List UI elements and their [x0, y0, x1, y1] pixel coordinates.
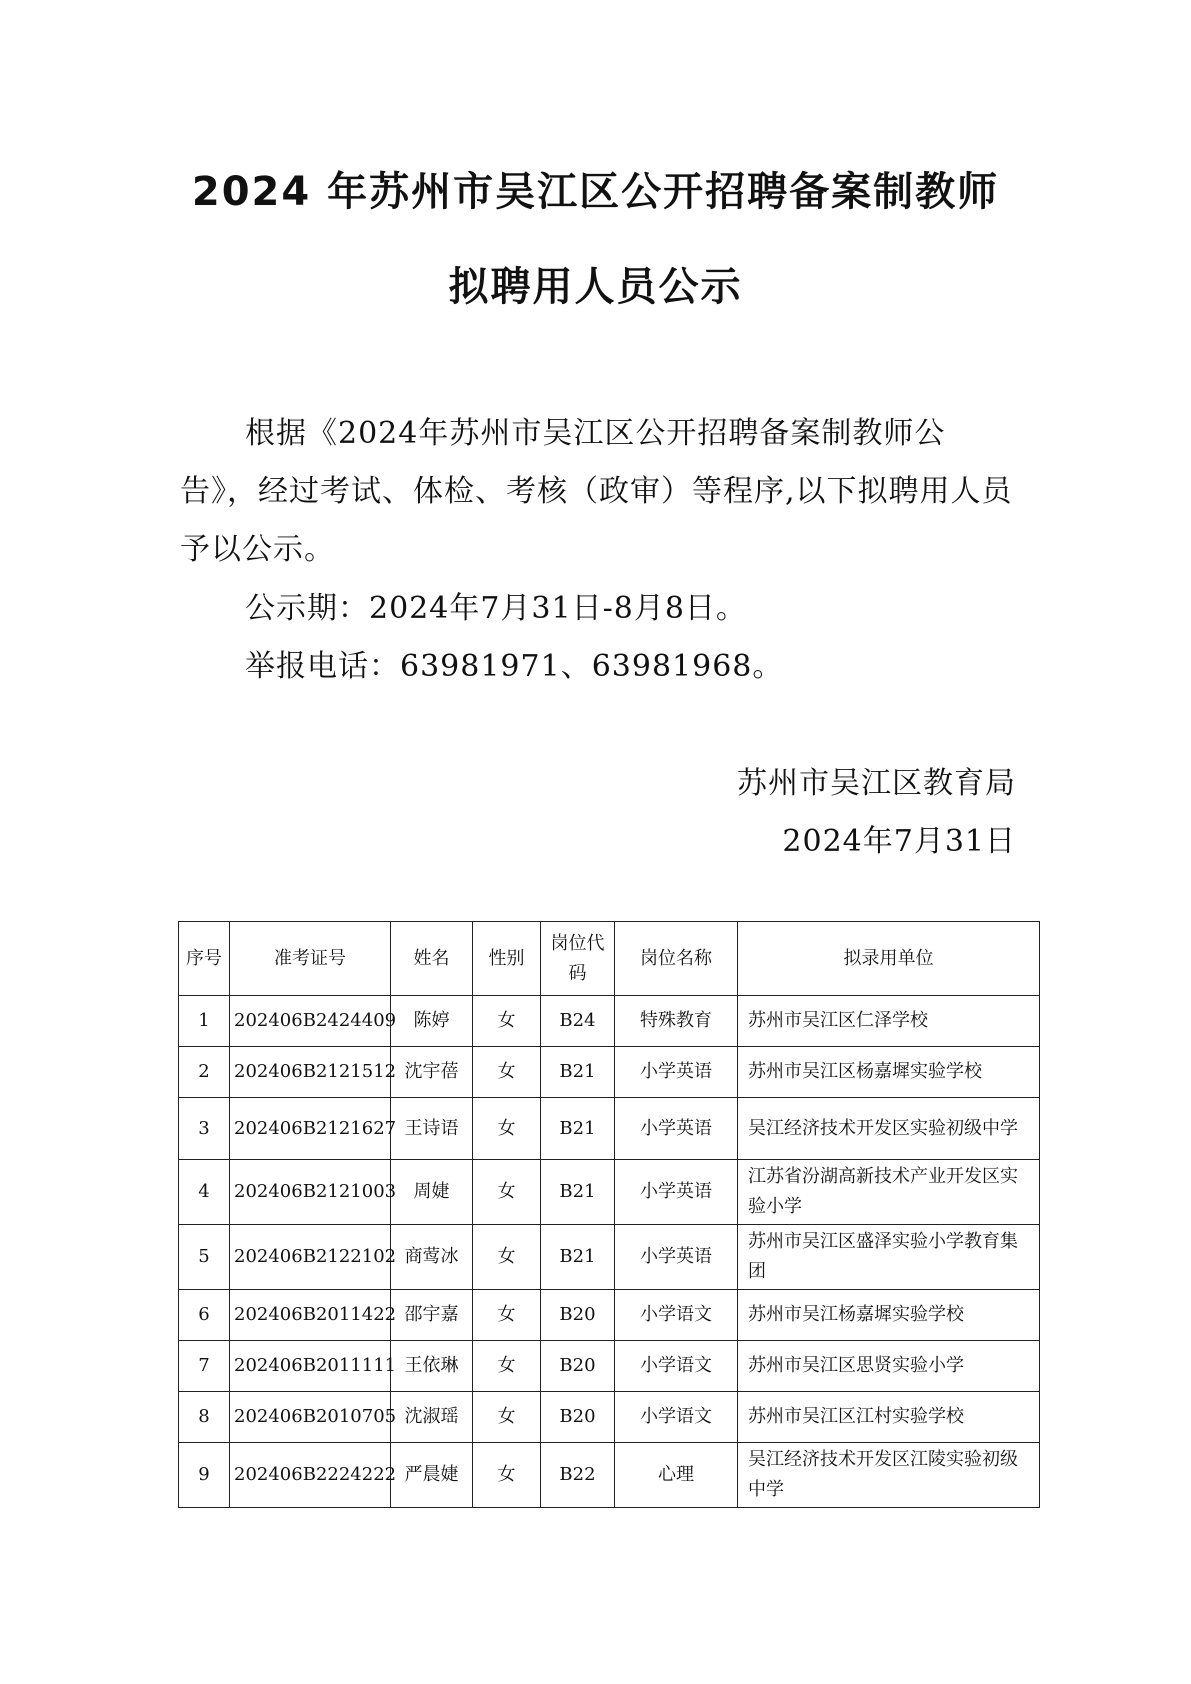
cell-gender: 女 [473, 1047, 541, 1098]
cell-seq: 5 [179, 1225, 230, 1290]
cell-exam-id: 202406B2121003 [230, 1160, 391, 1225]
header-seq: 序号 [179, 922, 230, 996]
cell-name: 王依琳 [391, 1341, 473, 1392]
cell-post-name: 小学英语 [615, 1047, 738, 1098]
cell-unit: 苏州市吴江区思贤实验小学 [738, 1341, 1040, 1392]
table-row [179, 1098, 1040, 1160]
cell-gender: 女 [473, 1290, 541, 1341]
cell-seq: 6 [179, 1290, 230, 1341]
cell-gender: 女 [473, 996, 541, 1047]
table-row [179, 1047, 1040, 1098]
table-row [179, 1290, 1040, 1341]
cell-seq: 9 [179, 1443, 230, 1508]
publicity-period: 公示期：2024年7月31日-8月8日。 [245, 591, 747, 626]
cell-post-code: B20 [541, 1290, 615, 1341]
cell-post-name: 小学语文 [615, 1290, 738, 1341]
cell-unit: 苏州市吴江区盛泽实验小学教育集团 [738, 1225, 1040, 1290]
cell-name: 王诗语 [391, 1098, 473, 1160]
announcement-paragraph: 根据《2024年苏州市吴江区公开招聘备案制教师公告》，经过考试、体检、考核（政审）等程序,以下拟聘用人员予以公示。 [180, 416, 1013, 567]
cell-post-name: 小学英语 [615, 1225, 738, 1290]
header-exam-id: 准考证号 [230, 922, 391, 996]
cell-post-name: 小学英语 [615, 1098, 738, 1160]
header-post-name: 岗位名称 [615, 922, 738, 996]
table-row [179, 1160, 1040, 1225]
table-row [179, 1225, 1040, 1290]
report-phone: 举报电话：63981971、63981968。 [245, 649, 784, 684]
cell-name: 沈淑瑶 [391, 1392, 473, 1443]
cell-name: 邵宇嘉 [391, 1290, 473, 1341]
cell-gender: 女 [473, 1443, 541, 1508]
cell-unit: 苏州市吴江区杨嘉墀实验学校 [738, 1047, 1040, 1098]
cell-exam-id: 202406B2121627 [230, 1098, 391, 1160]
cell-unit: 吴江经济技术开发区实验初级中学 [738, 1098, 1040, 1160]
page-subtitle: 拟聘用人员公示 [448, 264, 743, 310]
cell-exam-id: 202406B2122102 [230, 1225, 391, 1290]
cell-name: 陈婷 [391, 996, 473, 1047]
cell-name: 商莺冰 [391, 1225, 473, 1290]
cell-post-code: B24 [541, 996, 615, 1047]
cell-unit: 苏州市吴江区江村实验学校 [738, 1392, 1040, 1443]
cell-post-name: 心理 [615, 1443, 738, 1508]
hiring-table [178, 921, 1040, 1508]
cell-post-name: 特殊教育 [615, 996, 738, 1047]
cell-name: 严晨婕 [391, 1443, 473, 1508]
cell-exam-id: 202406B2011422 [230, 1290, 391, 1341]
cell-name: 沈宇蓓 [391, 1047, 473, 1098]
cell-seq: 8 [179, 1392, 230, 1443]
cell-post-code: B22 [541, 1443, 615, 1508]
cell-post-name: 小学语文 [615, 1392, 738, 1443]
table-row [179, 1341, 1040, 1392]
cell-exam-id: 202406B2011111 [230, 1341, 391, 1392]
cell-seq: 4 [179, 1160, 230, 1225]
cell-post-code: B20 [541, 1341, 615, 1392]
cell-unit: 江苏省汾湖高新技术产业开发区实验小学 [738, 1160, 1040, 1225]
cell-post-code: B21 [541, 1047, 615, 1098]
table-row [179, 1443, 1040, 1508]
cell-unit: 苏州市吴江杨嘉墀实验学校 [738, 1290, 1040, 1341]
cell-name: 周婕 [391, 1160, 473, 1225]
cell-seq: 2 [179, 1047, 230, 1098]
cell-unit: 苏州市吴江区仁泽学校 [738, 996, 1040, 1047]
signature-date: 2024年7月31日 [782, 824, 1016, 859]
table-row [179, 1392, 1040, 1443]
cell-post-name: 小学英语 [615, 1160, 738, 1225]
header-name: 姓名 [391, 922, 473, 996]
cell-post-name: 小学语文 [615, 1341, 738, 1392]
cell-exam-id: 202406B2121512 [230, 1047, 391, 1098]
cell-gender: 女 [473, 1341, 541, 1392]
cell-gender: 女 [473, 1160, 541, 1225]
cell-seq: 7 [179, 1341, 230, 1392]
cell-post-code: B20 [541, 1392, 615, 1443]
cell-exam-id: 202406B2424409 [230, 996, 391, 1047]
cell-post-code: B21 [541, 1225, 615, 1290]
cell-exam-id: 202406B2010705 [230, 1392, 391, 1443]
cell-gender: 女 [473, 1225, 541, 1290]
header-unit: 拟录用单位 [738, 922, 1040, 996]
header-gender: 性别 [473, 922, 541, 996]
cell-seq: 3 [179, 1098, 230, 1160]
page-title: 2024 年苏州市吴江区公开招聘备案制教师 [191, 169, 1000, 215]
cell-seq: 1 [179, 996, 230, 1047]
cell-gender: 女 [473, 1392, 541, 1443]
cell-post-code: B21 [541, 1160, 615, 1225]
signature-org: 苏州市吴江区教育局 [737, 766, 1016, 801]
cell-unit: 吴江经济技术开发区江陵实验初级中学 [738, 1443, 1040, 1508]
table-header-row [179, 922, 1040, 996]
cell-gender: 女 [473, 1098, 541, 1160]
table-row [179, 996, 1040, 1047]
cell-exam-id: 202406B2224222 [230, 1443, 391, 1508]
header-post-code: 岗位代码 [541, 922, 615, 996]
cell-post-code: B21 [541, 1098, 615, 1160]
